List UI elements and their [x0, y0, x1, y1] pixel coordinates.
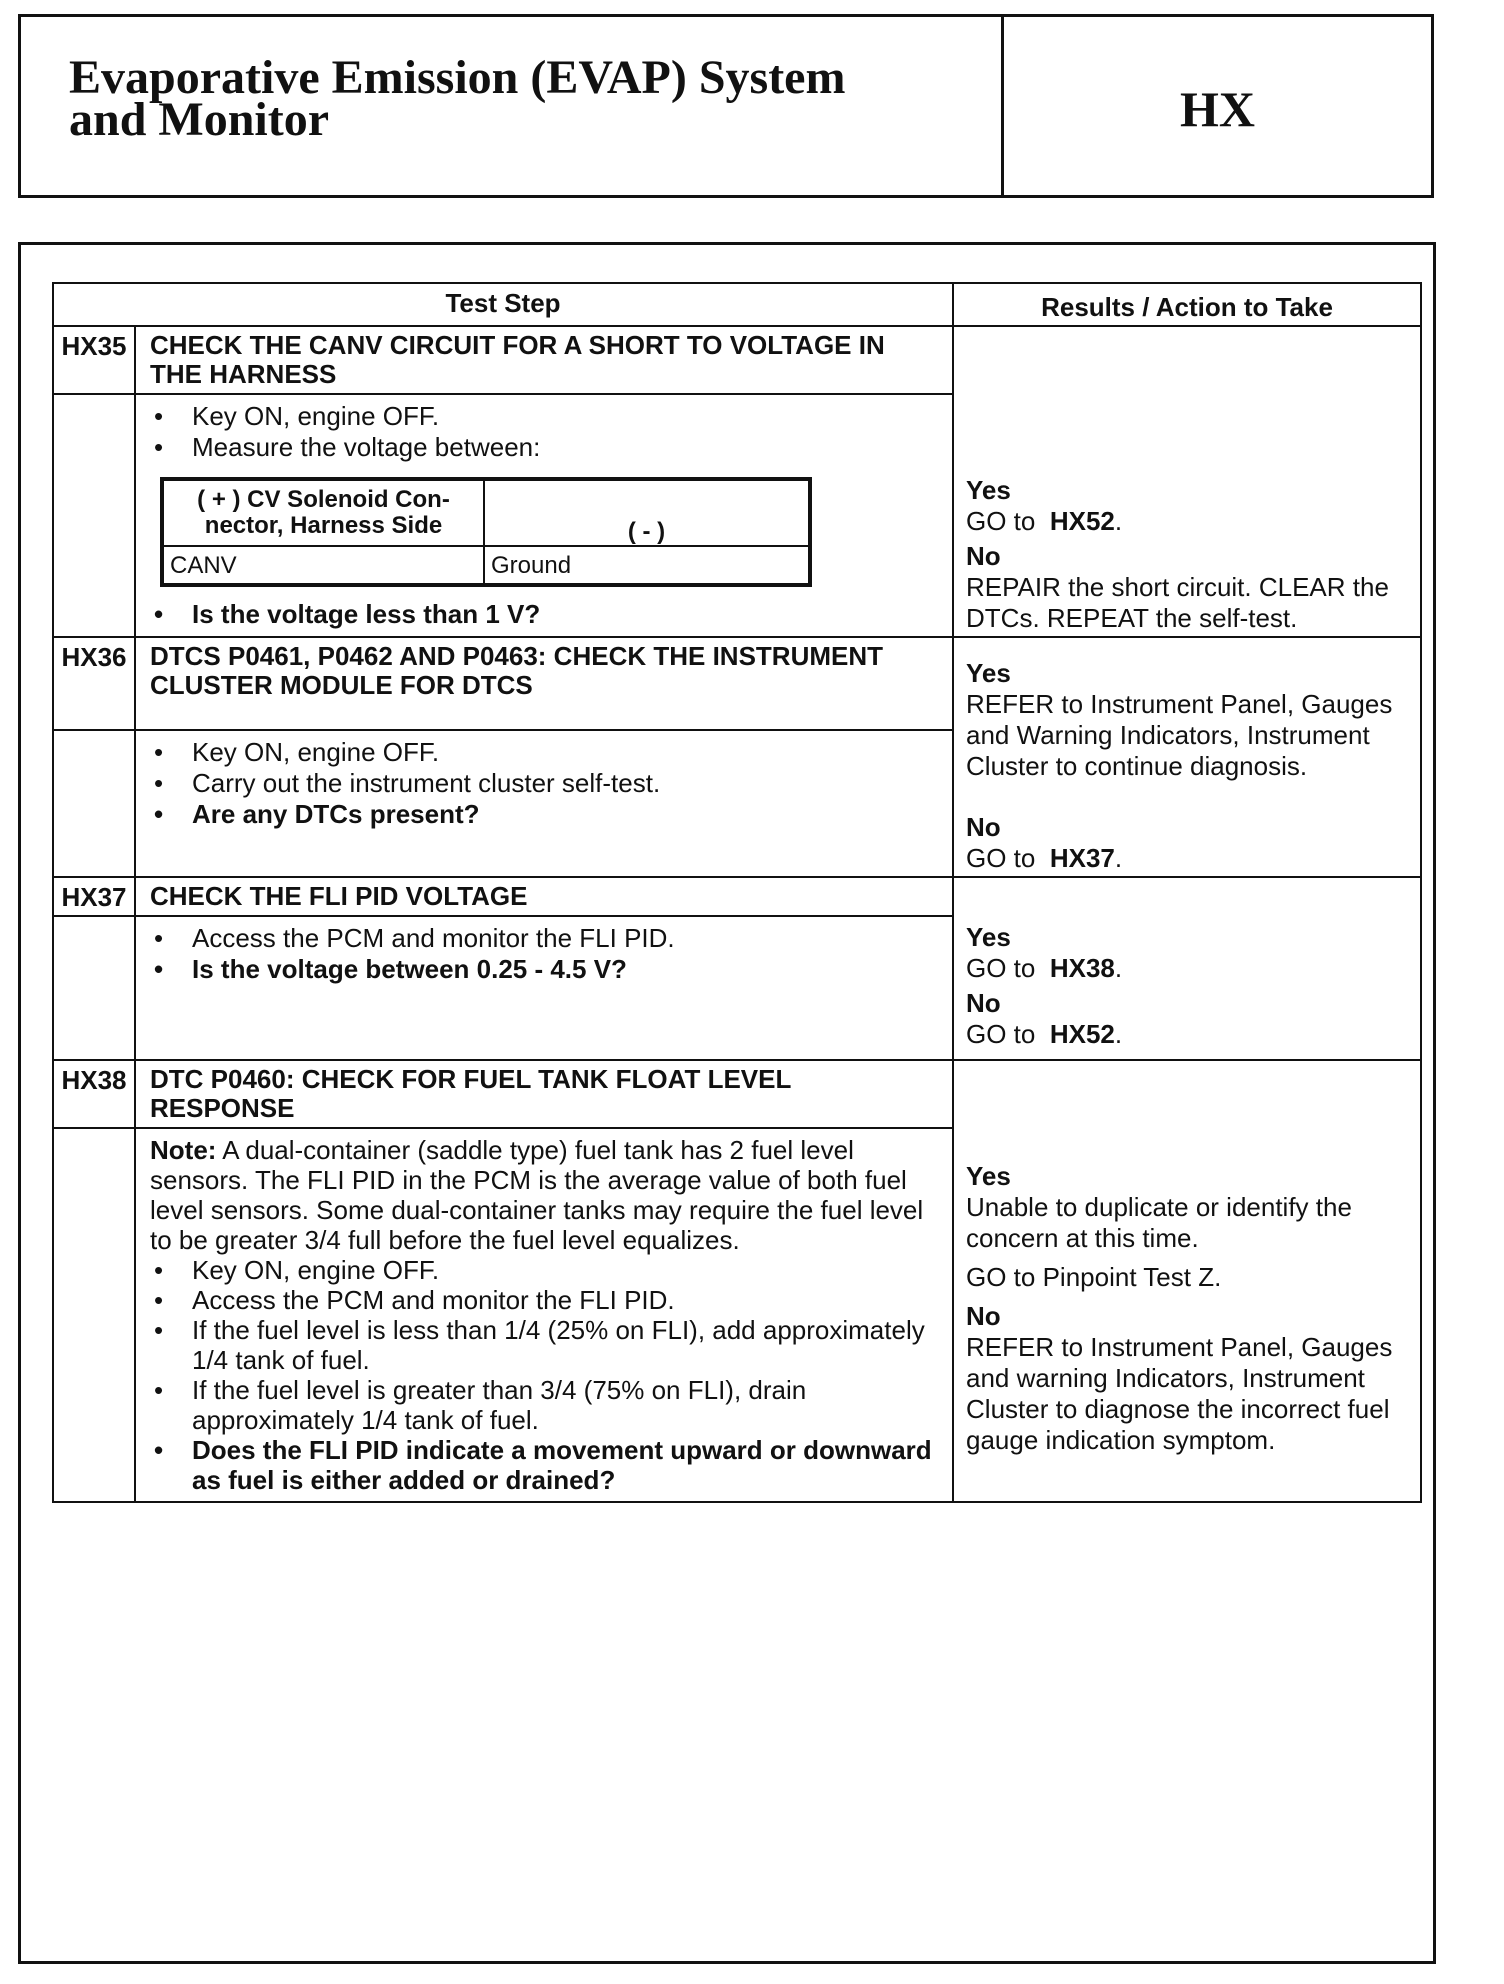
hx36-bullet-2: • Carry out the instrument cluster self-test. — [150, 768, 942, 799]
page-title-line2: and Monitor — [69, 93, 330, 146]
hx38-yes-label: Yes — [966, 1161, 1011, 1191]
hx37-yes-target: HX38 — [1049, 953, 1115, 983]
hx38-bullet-2: • Access the PCM and monitor the FLI PID. — [150, 1285, 942, 1315]
hx35-code-spacer — [53, 394, 135, 637]
hx38-note-text: A dual-container (saddle type) fuel tank has 2 fuel level sensors. The FLI PID in the PCM is the average value of both fuel level sensors. Some dual-container tanks may require the fuel level to be greater 3/4 full before the fuel level equalizes. — [150, 1135, 924, 1255]
measurement-header-positive: ( + ) CV Solenoid Con- nector, Harness Side — [162, 479, 484, 546]
hx35-yes-action: GO to HX52. — [966, 506, 1123, 536]
results-hx36 — [953, 637, 1421, 877]
hx38-no-text: REFER to Instrument Panel, Gauges and warning Indicators, Instrument Cluster to diagnose the incorrect fuel gauge indication symptom. — [966, 1332, 1393, 1455]
hx38-question: • Does the FLI PID indicate a movement upward or downward as fuel is either added or drained? — [150, 1435, 942, 1495]
hx37-no-target: HX52 — [1049, 1019, 1115, 1049]
step-code-hx35: HX35 — [53, 326, 135, 394]
page-header — [18, 14, 1434, 198]
section-code: HX — [1180, 81, 1255, 137]
hx36-no-target: HX37 — [1049, 843, 1115, 873]
hx37-yes-label: Yes — [966, 922, 1011, 952]
hx36-yes-label: Yes — [966, 658, 1011, 688]
hx35-no-label: No — [966, 541, 1001, 571]
step-title-hx36: DTCS P0461, P0462 AND P0463: CHECK THE INSTRUMENT CLUSTER MODULE FOR DTCS — [135, 637, 953, 730]
step-code-hx37: HX37 — [53, 877, 135, 916]
hx35-yes-label: Yes — [966, 475, 1011, 505]
header-test-step: Test Step — [53, 283, 953, 326]
hx36-question: • Are any DTCs present? — [150, 799, 942, 830]
measurement-cell-positive: CANV — [162, 546, 484, 585]
hx36-code-spacer — [53, 730, 135, 877]
step-title-hx35: CHECK THE CANV CIRCUIT FOR A SHORT TO VOLTAGE IN THE HARNESS — [135, 326, 953, 394]
step-code-hx36: HX36 — [53, 637, 135, 730]
hx35-bullet-1: • Key ON, engine OFF. — [150, 401, 942, 432]
step-body-hx38 — [135, 1128, 953, 1502]
results-hx38 — [953, 1060, 1421, 1502]
measurement-header-negative: ( - ) — [484, 479, 810, 546]
page-title-line1: Evaporative Emission (EVAP) System — [69, 51, 846, 104]
step-title-hx38: DTC P0460: CHECK FOR FUEL TANK FLOAT LEVEL RESPONSE — [135, 1060, 953, 1128]
test-step-table — [52, 282, 1422, 1503]
hx35-question: • Is the voltage less than 1 V? — [150, 599, 942, 630]
hx36-no-label: No — [966, 812, 1001, 842]
hx36-title-row — [53, 637, 1421, 730]
hx35-title-row — [53, 326, 1421, 394]
step-title-hx37: CHECK THE FLI PID VOLTAGE — [135, 877, 953, 916]
hx38-note-label: Note: — [150, 1135, 217, 1165]
hx38-note — [150, 1135, 942, 1255]
results-hx37 — [953, 877, 1421, 1060]
hx37-yes-action: GO to HX38. — [966, 953, 1123, 983]
hx35-yes-go: GO to — [966, 506, 1036, 536]
hx37-no-label: No — [966, 988, 1001, 1018]
step-body-hx35 — [135, 394, 953, 637]
hx38-bullet-4: • If the fuel level is greater than 3/4 (75% on FLI), drain approximately 1/4 tank of fuel. — [150, 1375, 942, 1435]
step-code-hx38: HX38 — [53, 1060, 135, 1128]
hx37-no-action: GO to HX52. — [966, 1019, 1123, 1049]
hx38-yes-go: GO to Pinpoint Test Z. — [966, 1262, 1222, 1292]
hx38-code-spacer — [53, 1128, 135, 1502]
hx38-bullet-1: • Key ON, engine OFF. — [150, 1255, 942, 1285]
hx37-title-row — [53, 877, 1421, 916]
hx38-bullet-3: • If the fuel level is less than 1/4 (25% on FLI), add approximately 1/4 tank of fuel. — [150, 1315, 942, 1375]
hx37-bullet-1: • Access the PCM and monitor the FLI PID. — [150, 923, 942, 954]
hx37-yes-go: GO to — [966, 953, 1036, 983]
hx37-code-spacer — [53, 916, 135, 1060]
table-header-row — [53, 283, 1421, 326]
hx36-bullet-1: • Key ON, engine OFF. — [150, 737, 942, 768]
hx38-yes-text: Unable to duplicate or identify the concern at this time. — [966, 1192, 1352, 1253]
step-body-hx37 — [135, 916, 953, 1060]
hx36-no-go: GO to — [966, 843, 1036, 873]
measurement-cell-negative: Ground — [484, 546, 810, 585]
page-title — [21, 17, 1004, 195]
header-results: Results / Action to Take — [953, 283, 1421, 326]
hx36-no-action: GO to HX37. — [966, 843, 1123, 873]
hx36-yes-text: REFER to Instrument Panel, Gauges and Warning Indicators, Instrument Cluster to continue diagnosis. — [966, 689, 1393, 781]
results-hx35 — [953, 326, 1421, 637]
hx37-no-go: GO to — [966, 1019, 1036, 1049]
hx37-question: • Is the voltage between 0.25 - 4.5 V? — [150, 954, 942, 985]
measurement-table — [160, 477, 812, 587]
hx35-no-text: REPAIR the short circuit. CLEAR the DTCs. REPEAT the self-test. — [966, 572, 1389, 633]
hx38-title-row — [53, 1060, 1421, 1128]
hx35-bullet-2: • Measure the voltage between: — [150, 432, 942, 463]
hx38-no-label: No — [966, 1301, 1001, 1331]
hx35-yes-target: HX52 — [1049, 506, 1115, 536]
step-body-hx36 — [135, 730, 953, 877]
